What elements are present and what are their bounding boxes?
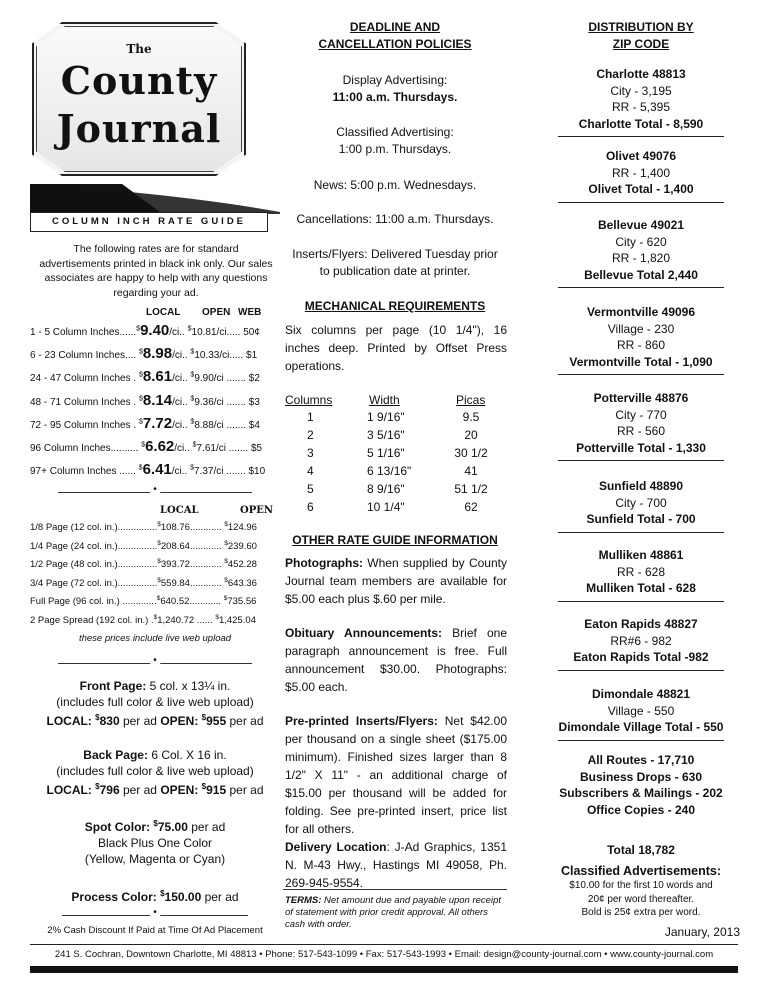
- back-page-size: 6 Col. X 16 in.: [147, 748, 227, 762]
- rate-open-web: 8.88/ci ....... $4: [194, 419, 260, 431]
- spot-color-price: 75.00: [157, 820, 188, 834]
- page-header-local: LOCAL: [160, 505, 199, 516]
- classified-deadline-label: Classified Advertising:: [336, 125, 454, 139]
- rate-label: 97+ Column Inches ......: [30, 466, 139, 478]
- area-count: RR - 5,395: [611, 100, 671, 114]
- mech-picas: 62: [464, 500, 478, 514]
- back-open-price: 915: [206, 783, 227, 797]
- page-rate-label: 1/4 Page (24 col. in.)...............: [30, 540, 158, 552]
- rate-label: 72 - 95 Column Inches .: [30, 419, 139, 431]
- rate-header-local: LOCAL: [146, 307, 181, 318]
- dollar-sign: $: [190, 418, 195, 426]
- summary-all-routes: All Routes - 17,710: [587, 753, 695, 767]
- rate-local-price: 6.41: [142, 461, 172, 479]
- footer-contact: 241 S. Cochran, Downtown Charlotte, MI 48813 • Phone: 517-543-1099 • Fax: 517-543-1993 • Email: design@county-journal.com • www.county-journal.com: [54, 949, 714, 960]
- area-divider: [558, 740, 724, 741]
- page-rate-label: 1/8 Page (12 col. in.)...............: [30, 522, 158, 534]
- area-total: Bellevue Total 2,440: [584, 267, 698, 282]
- front-page-block: Front Page: 5 col. x 13¼ in. (includes full color & live web upload) LOCAL: $830 per ad OPEN: $955 per ad: [30, 678, 280, 729]
- area-divider: [558, 460, 724, 461]
- area-count: City - 770: [615, 407, 667, 422]
- rate-row: [30, 438, 280, 455]
- distribution-area: [546, 217, 736, 283]
- dollar-sign: $: [157, 576, 161, 584]
- dollar-sign: $: [153, 613, 158, 621]
- rate-local-price: 8.61: [142, 368, 173, 386]
- rate-open-prefix: /ci..: [174, 443, 193, 454]
- cancel-deadline: Cancellations: 11:00 a.m. Thursdays.: [296, 212, 494, 226]
- rate-label: 48 - 71 Column Inches .: [30, 396, 139, 408]
- photographs-text: [285, 554, 507, 608]
- area-name: Mulliken 48861: [598, 548, 684, 562]
- area-name: Potterville 48876: [593, 391, 689, 405]
- rate-open-prefix: /ci..: [169, 327, 188, 338]
- mech-width: 10 1/4": [367, 500, 405, 514]
- page-rate-row: [30, 540, 280, 552]
- rate-label: 24 - 47 Column Inches .: [30, 373, 139, 385]
- mech-width: 3 5/16": [367, 428, 405, 442]
- area-count: RR - 628: [616, 564, 666, 579]
- page-rate-row: [30, 614, 280, 626]
- dollar-sign: $: [187, 325, 192, 333]
- classified-deadline: [283, 124, 507, 158]
- dollar-sign: $: [136, 325, 141, 333]
- page-rate-open: 124.96: [227, 522, 257, 534]
- mechanical-title-text: MECHANICAL REQUIREMENTS: [304, 299, 486, 313]
- back-local-price: 796: [99, 783, 120, 797]
- footer-bar: [30, 966, 738, 973]
- mech-width: 5 1/16": [367, 446, 405, 460]
- other-title: [283, 532, 507, 549]
- classified-deadline-time: 1:00 p.m. Thursdays.: [338, 142, 452, 156]
- rate-open-web: 7.37/ci ....... $10: [194, 466, 266, 478]
- rate-open-prefix: /ci..: [172, 373, 191, 385]
- page-rates-note: these prices include live web upload: [78, 633, 232, 644]
- mechanical-title: [283, 298, 507, 315]
- terms-text: [285, 895, 507, 931]
- spot-color-label: Spot Color:: [84, 820, 154, 834]
- dollar-sign: $: [190, 348, 195, 356]
- inserts-deadline-line2: to publication date at printer.: [319, 264, 471, 278]
- area-total: Potterville Total - 1,330: [576, 440, 706, 455]
- display-deadline-time: 11:00 a.m. Thursdays.: [332, 90, 458, 104]
- distribution-area: [546, 66, 736, 132]
- news-deadline: News: 5:00 p.m. Wednesdays.: [313, 178, 477, 192]
- terms-divider: [283, 889, 507, 890]
- area-name: Bellevue 49021: [597, 218, 685, 232]
- issue-date: January, 2013: [664, 925, 740, 939]
- back-per-ad: per ad: [119, 783, 161, 797]
- rate-local-price: 8.14: [142, 391, 173, 409]
- mech-header-picas: Picas: [456, 393, 486, 407]
- page-rate-label: 3/4 Page (72 col. in.)...............: [30, 577, 158, 589]
- page-rate-row: [30, 558, 280, 570]
- rate-open-prefix: /ci..: [172, 419, 191, 431]
- dollar-sign: $: [157, 521, 161, 528]
- rate-open-prefix: /ci..: [172, 396, 191, 408]
- dollar-sign: $: [192, 441, 197, 449]
- photographs-label: Photographs:: [285, 556, 363, 570]
- preprinted-label: Pre-printed Inserts/Flyers:: [285, 714, 438, 728]
- area-count: RR - 860: [616, 338, 666, 352]
- display-deadline: [283, 72, 507, 106]
- dollar-sign: $: [190, 372, 195, 380]
- area-name: Eaton Rapids 48827: [584, 617, 698, 631]
- classified-title: Classified Advertisements:: [560, 864, 721, 878]
- dollar-sign: $: [138, 418, 143, 426]
- area-count: RR - 560: [616, 424, 666, 438]
- back-per-ad-2: per ad: [226, 783, 264, 797]
- front-local-price: 830: [99, 714, 120, 728]
- distribution-total: Total 18,782: [607, 843, 675, 857]
- page-rate-local: 208.64............: [160, 540, 225, 552]
- delivery-label: Delivery Location: [285, 840, 387, 854]
- dollar-sign: $: [138, 464, 143, 472]
- area-total: Mulliken Total - 628: [586, 581, 696, 595]
- classified-line3: Bold is 25¢ extra per word.: [581, 907, 701, 918]
- front-local-label: LOCAL:: [46, 714, 96, 728]
- section-divider: [30, 658, 280, 668]
- rate-guide-banner: COLUMN INCH RATE GUIDE: [30, 212, 268, 232]
- page-header-open: OPEN: [240, 505, 273, 516]
- mechanical-text: Six columns per page (10 1/4"), 16 inches deep. Printed by Offset Press operations.: [285, 323, 507, 373]
- summary-office-copies: Office Copies - 240: [586, 802, 696, 817]
- area-count: Village - 230: [607, 321, 675, 336]
- front-page-size: 5 col. x 13¼ in.: [146, 679, 231, 693]
- page-rate-open: 643.36: [227, 577, 257, 589]
- mech-col-num: 1: [307, 410, 314, 424]
- page-rate-open: 452.28: [227, 559, 257, 571]
- classified-rates: [546, 879, 736, 920]
- classified-line1: $10.00 for the first 10 words and: [569, 880, 713, 891]
- distribution-area: [546, 390, 736, 456]
- area-total: Sunfield Total - 700: [586, 512, 696, 526]
- dollar-sign: $: [224, 576, 228, 584]
- mech-width: 6 13/16": [367, 464, 412, 478]
- distribution-area: [546, 304, 736, 370]
- mech-col-num: 4: [307, 464, 314, 478]
- area-divider: [558, 136, 724, 137]
- distribution-area: [546, 616, 736, 666]
- delivery-body: : J-Ad Graphics, 1351 N. M-43 Hwy., Hastings MI 49058, Ph. 269-945-9554.: [285, 840, 508, 890]
- rate-row: [30, 322, 280, 339]
- mech-col-num: 3: [307, 446, 314, 460]
- display-deadline-label: Display Advertising:: [342, 73, 448, 87]
- front-open-label: OPEN:: [160, 714, 202, 728]
- inserts-deadline-line1: Inserts/Flyers: Delivered Tuesday prior: [292, 247, 498, 261]
- mech-picas: 51 1/2: [454, 482, 488, 496]
- area-total: Charlotte Total - 8,590: [578, 116, 704, 131]
- dollar-sign: $: [224, 539, 228, 547]
- dollar-sign: $: [224, 521, 228, 528]
- rate-open-prefix: /ci..: [171, 466, 191, 478]
- page-rate-local: 393.72............: [160, 559, 225, 571]
- page-rate-row: [30, 521, 280, 533]
- area-divider: [558, 202, 724, 203]
- rate-local-price: 9.40: [140, 322, 170, 339]
- distribution-area: [546, 686, 736, 736]
- back-page-note: (includes full color & live web upload): [56, 764, 254, 778]
- dollar-sign: $: [190, 464, 195, 472]
- rate-label: 1 - 5 Column Inches......: [30, 327, 137, 338]
- dollar-sign: $: [138, 395, 143, 403]
- distribution-title: [546, 19, 736, 52]
- deadline-title: [283, 19, 507, 53]
- page-rate-row: [30, 577, 280, 589]
- preprinted-text: [285, 712, 507, 892]
- area-divider: [558, 374, 724, 375]
- cash-discount: 2% Cash Discount If Paid at Time Of Ad Placement: [47, 925, 263, 936]
- mech-header-width: Width: [369, 393, 400, 407]
- dollar-sign: $: [156, 595, 161, 602]
- area-divider: [558, 601, 724, 602]
- mech-col-num: 5: [307, 482, 314, 496]
- deadline-title-line1: DEADLINE AND: [349, 20, 441, 34]
- page-rate-open: 239.60: [227, 540, 257, 552]
- rate-label: 6 - 23 Column Inches....: [30, 350, 139, 362]
- terms-label: TERMS:: [285, 895, 322, 906]
- area-total: Olivet Total - 1,400: [588, 182, 694, 196]
- mech-picas: 9.5: [462, 410, 480, 424]
- page-rate-local: 108.76............: [160, 522, 225, 534]
- section-divider: [30, 487, 280, 497]
- rate-row: [30, 461, 280, 478]
- page-rate-local: 1,240.72 ......: [157, 614, 216, 626]
- spot-color-line3: (Yellow, Magenta or Cyan): [84, 852, 226, 866]
- distribution-area: [546, 478, 736, 528]
- process-color-price: 150.00: [164, 890, 202, 904]
- area-divider: [558, 287, 724, 288]
- spot-color-block: Spot Color: $75.00 per ad Black Plus One Color (Yellow, Magenta or Cyan): [30, 816, 280, 867]
- area-count: RR#6 - 982: [610, 633, 672, 648]
- page-rate-label: 2 Page Spread (192 col. in.) .: [30, 614, 154, 626]
- distribution-area: [546, 547, 736, 597]
- rate-intro-text: The following rates are for standard advertisements printed in black ink only. Our sales associates are happy to help with any questions regarding your ad.: [39, 243, 273, 299]
- logo-the: The: [126, 42, 152, 56]
- area-count: City - 620: [615, 234, 667, 249]
- page-rate-open: 735.56: [227, 596, 257, 608]
- area-name: Vermontville 49096: [586, 305, 696, 319]
- area-divider: [558, 532, 724, 533]
- dollar-sign: $: [190, 395, 195, 403]
- distribution-area: [546, 148, 736, 198]
- process-color-label: Process Color:: [71, 890, 161, 904]
- process-color-per: per ad: [201, 890, 239, 904]
- obituary-text: [285, 624, 507, 696]
- spot-color-line2: Black Plus One Color: [97, 836, 213, 850]
- rate-row: [30, 368, 280, 385]
- dollar-sign: $: [157, 558, 161, 565]
- mech-col-num: 2: [307, 428, 314, 442]
- area-name: Sunfield 48890: [598, 479, 684, 493]
- rate-row: [30, 345, 280, 362]
- spot-color-per: per ad: [187, 820, 226, 834]
- footer-rule: [30, 944, 738, 945]
- area-divider: [558, 670, 724, 671]
- area-name: Dimondale 48821: [591, 687, 691, 701]
- section-divider: [30, 910, 280, 920]
- rate-row: [30, 415, 280, 432]
- area-name: Charlotte 48813: [596, 67, 686, 81]
- front-per-ad-2: per ad: [226, 714, 264, 728]
- banner-swoosh: [30, 184, 280, 214]
- area-count: RR - 1,820: [611, 251, 671, 265]
- rate-open-web: 10.81/ci..... 50¢: [191, 327, 260, 338]
- dollar-sign: $: [141, 441, 146, 449]
- preprinted-body: Net $42.00 per thousand on a single sheet ($175.00 minimum). Finished sizes larger than 8 1/2" X 11" - an additional charge of $15.00 per thousand will be added for folding. See pre-printed insert, price list for all others.: [285, 714, 507, 836]
- rate-local-price: 8.98: [142, 345, 173, 363]
- terms-body: Net amount due and payable upon receipt of statement with prior credit approval. All others cash with order.: [285, 895, 501, 930]
- obituary-label: Obituary Announcements:: [285, 626, 443, 640]
- rate-row: [30, 392, 280, 409]
- dollar-sign: $: [215, 613, 219, 621]
- rate-open-web: 9.36/ci ....... $3: [194, 396, 260, 408]
- rate-local-price: 6.62: [145, 438, 175, 455]
- page-rate-label: 1/2 Page (48 col. in.)...............: [30, 559, 158, 571]
- page-rate-local: 640.52............: [160, 596, 224, 608]
- page-rate-label: Full Page (96 col. in.) .............: [30, 596, 157, 608]
- deadline-title-line2: CANCELLATION POLICIES: [318, 37, 472, 51]
- dollar-sign: $: [138, 372, 143, 380]
- area-count: City - 700: [615, 495, 667, 510]
- summary-subscribers: Subscribers & Mailings - 202: [559, 786, 723, 800]
- page-rate-open: 1,425.04: [218, 614, 256, 626]
- rate-open-web: 9.90/ci ....... $2: [194, 373, 260, 385]
- rate-open-web: 10.33/ci..... $1: [194, 350, 258, 362]
- back-page-block: Back Page: 6 Col. X 16 in. (includes full color & live web upload) LOCAL: $796 per ad OPEN: $915 per ad: [30, 747, 280, 798]
- area-total: Eaton Rapids Total -982: [573, 650, 709, 664]
- mech-col-num: 6: [307, 500, 314, 514]
- front-open-price: 955: [206, 714, 227, 728]
- photographs-body: When supplied by County Journal team members are available for $5.00 each plus $.60 per mile.: [285, 556, 507, 606]
- rate-header-web: WEB: [238, 307, 262, 318]
- mech-width: 1 9/16": [367, 410, 405, 424]
- classified-line2: 20¢ per word thereafter.: [587, 893, 695, 905]
- rate-open-web: 7.61/ci ....... $5: [196, 443, 263, 454]
- dollar-sign: $: [157, 539, 161, 547]
- front-page-note: (includes full color & live web upload): [56, 695, 254, 709]
- mech-width: 8 9/16": [367, 482, 405, 496]
- mech-header-columns: Columns: [285, 393, 333, 407]
- dollar-sign: $: [223, 595, 228, 602]
- front-per-ad: per ad: [119, 714, 161, 728]
- logo-journal: Journal: [56, 106, 222, 151]
- page-rate-local: 559.84............: [160, 577, 225, 589]
- dollar-sign: $: [224, 558, 228, 565]
- back-page-label: Back Page:: [83, 748, 148, 762]
- front-page-label: Front Page:: [79, 679, 147, 693]
- area-total: Dimondale Village Total - 550: [558, 720, 724, 734]
- area-count: City - 3,195: [610, 83, 672, 98]
- process-color-block: Process Color: $150.00 per ad: [71, 889, 239, 904]
- dollar-sign: $: [138, 348, 143, 356]
- inserts-deadline: [283, 246, 507, 280]
- rate-open-prefix: /ci..: [172, 350, 191, 362]
- distribution-title-line1: DISTRIBUTION BY: [588, 20, 694, 34]
- rate-local-price: 7.72: [142, 414, 173, 432]
- rate-label: 96 Column Inches..........: [30, 443, 142, 454]
- back-open-label: OPEN:: [160, 783, 202, 797]
- back-local-label: LOCAL:: [46, 783, 96, 797]
- area-total: Vermontville Total - 1,090: [569, 354, 713, 369]
- mech-picas: 20: [464, 428, 478, 442]
- summary-business-drops: Business Drops - 630: [579, 769, 703, 784]
- distribution-title-line2: ZIP CODE: [612, 36, 670, 51]
- other-title-text: OTHER RATE GUIDE INFORMATION: [292, 533, 498, 547]
- distribution-summary: [546, 752, 736, 818]
- area-count: Village - 550: [607, 703, 675, 718]
- rate-header-open: OPEN: [202, 307, 231, 318]
- mech-picas: 41: [464, 464, 478, 478]
- area-name: Olivet 49076: [605, 149, 677, 163]
- obituary-body: Brief one paragraph announcement is free. Full announcement $30.00. Photographs: $5.00 each.: [285, 626, 507, 694]
- logo-county: County: [60, 58, 218, 103]
- county-journal-logo: [32, 22, 246, 176]
- page-rate-row: [30, 595, 280, 607]
- mech-picas: 30 1/2: [454, 446, 488, 460]
- area-count: RR - 1,400: [611, 165, 671, 180]
